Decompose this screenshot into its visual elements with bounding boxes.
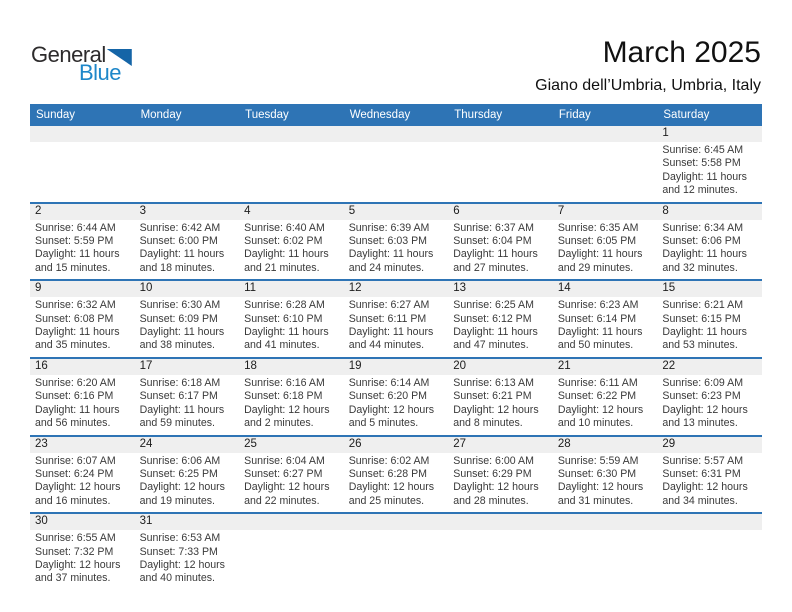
day-details [239, 220, 344, 280]
day-details [657, 530, 762, 536]
sunset-text: Sunset: 6:12 PM [453, 312, 532, 325]
day-number: 29 [657, 437, 762, 453]
weekday-row [30, 104, 762, 126]
day-cell-26 [344, 436, 449, 514]
calendar-body [30, 126, 762, 590]
day-number: 8 [657, 204, 762, 220]
day-cell-25 [239, 436, 344, 514]
sunset-text: Sunset: 7:32 PM [35, 545, 114, 558]
day-details [135, 530, 240, 590]
day-number: 26 [344, 437, 449, 453]
daylight-text-line1: Daylight: 12 hours [662, 481, 748, 494]
day-details [657, 375, 762, 435]
weekday-tuesday: Tuesday [239, 104, 344, 126]
logo-text-general: General [31, 42, 106, 67]
day-details [448, 142, 553, 148]
week-row-4 [30, 358, 762, 436]
day-number: 19 [344, 359, 449, 375]
day-number: 15 [657, 281, 762, 297]
day-cell-7 [553, 203, 658, 281]
day-details [30, 375, 135, 435]
daylight-text-line2: and 18 minutes. [139, 261, 215, 274]
day-number [553, 126, 658, 142]
daylight-text-line1: Daylight: 11 hours [348, 248, 434, 261]
sunset-text: Sunset: 5:58 PM [662, 157, 741, 170]
day-details [239, 530, 344, 536]
day-details [239, 453, 344, 513]
day-details [344, 220, 449, 280]
daylight-text-line1: Daylight: 12 hours [244, 481, 330, 494]
day-details [553, 142, 658, 148]
sunrise-text: Sunrise: 5:59 AM [557, 454, 639, 467]
day-cell-empty [657, 513, 762, 590]
sunset-text: Sunset: 6:24 PM [35, 467, 114, 480]
daylight-text-line1: Daylight: 11 hours [453, 248, 538, 261]
day-cell-empty [448, 513, 553, 590]
sunset-text: Sunset: 6:00 PM [139, 235, 218, 248]
sunrise-text: Sunrise: 5:57 AM [662, 454, 744, 467]
sunrise-text: Sunrise: 6:30 AM [139, 299, 221, 312]
day-number: 9 [30, 281, 135, 297]
daylight-text-line1: Daylight: 12 hours [348, 481, 435, 494]
day-cell-12 [344, 280, 449, 358]
daylight-text-line1: Daylight: 11 hours [557, 248, 643, 261]
sunset-text: Sunset: 6:03 PM [348, 235, 428, 248]
daylight-text-line1: Daylight: 12 hours [139, 558, 225, 571]
daylight-text-line1: Daylight: 12 hours [244, 403, 330, 416]
day-number: 27 [448, 437, 553, 453]
daylight-text-line2: and 13 minutes. [662, 417, 738, 430]
day-cell-empty [239, 126, 344, 203]
day-number: 2 [30, 204, 135, 220]
sunset-text: Sunset: 6:16 PM [35, 390, 114, 403]
sunrise-text: Sunrise: 6:39 AM [348, 221, 430, 234]
day-details [344, 375, 449, 435]
daylight-text-line2: and 2 minutes. [244, 417, 314, 430]
day-details [553, 453, 658, 513]
sunrise-text: Sunrise: 6:28 AM [244, 299, 325, 312]
sunset-text: Sunset: 6:29 PM [453, 467, 532, 480]
daylight-text-line2: and 25 minutes. [348, 494, 425, 507]
day-number: 12 [344, 281, 449, 297]
daylight-text-line1: Daylight: 11 hours [662, 170, 747, 183]
daylight-text-line1: Daylight: 12 hours [35, 558, 121, 571]
week-row-1 [30, 126, 762, 203]
daylight-text-line1: Daylight: 12 hours [453, 403, 539, 416]
day-cell-6 [448, 203, 553, 281]
day-number [448, 514, 553, 530]
day-cell-empty [553, 513, 658, 590]
day-cell-empty [239, 513, 344, 590]
day-cell-8 [657, 203, 762, 281]
day-details [344, 297, 449, 357]
weekday-wednesday: Wednesday [344, 104, 449, 126]
sunset-text: Sunset: 6:30 PM [557, 467, 637, 480]
daylight-text-line1: Daylight: 11 hours [662, 248, 747, 261]
day-details [657, 142, 762, 202]
day-cell-4 [239, 203, 344, 281]
daylight-text-line1: Daylight: 11 hours [662, 326, 747, 339]
weekday-monday: Monday [135, 104, 240, 126]
daylight-text-line1: Daylight: 11 hours [244, 248, 329, 261]
day-number [657, 514, 762, 530]
day-cell-15 [657, 280, 762, 358]
daylight-text-line2: and 53 minutes. [662, 339, 738, 352]
daylight-text-line2: and 8 minutes. [453, 417, 523, 430]
daylight-text-line2: and 22 minutes. [244, 494, 320, 507]
day-details [448, 220, 553, 280]
sunset-text: Sunset: 6:10 PM [244, 312, 323, 325]
sunrise-text: Sunrise: 6:32 AM [35, 299, 116, 312]
day-number: 28 [553, 437, 658, 453]
sunset-text: Sunset: 6:04 PM [453, 235, 532, 248]
day-cell-empty [135, 126, 240, 203]
day-details [448, 297, 553, 357]
weekday-thursday: Thursday [448, 104, 553, 126]
day-cell-19 [344, 358, 449, 436]
day-cell-17 [135, 358, 240, 436]
daylight-text-line2: and 32 minutes. [662, 261, 738, 274]
sunrise-text: Sunrise: 6:42 AM [139, 221, 221, 234]
day-number: 13 [448, 281, 553, 297]
sunset-text: Sunset: 6:25 PM [139, 467, 218, 480]
day-number: 14 [553, 281, 658, 297]
day-number [135, 126, 240, 142]
sunrise-text: Sunrise: 6:16 AM [244, 376, 325, 389]
general-blue-logo [31, 44, 132, 84]
week-row-3 [30, 280, 762, 358]
sunset-text: Sunset: 5:59 PM [35, 235, 114, 248]
sunrise-text: Sunrise: 6:11 AM [557, 376, 638, 389]
sunset-text: Sunset: 6:08 PM [35, 312, 114, 325]
sunset-text: Sunset: 6:02 PM [244, 235, 323, 248]
sunset-text: Sunset: 6:22 PM [557, 390, 637, 403]
day-number: 23 [30, 437, 135, 453]
sunset-text: Sunset: 7:33 PM [139, 545, 218, 558]
day-number: 6 [448, 204, 553, 220]
day-cell-13 [448, 280, 553, 358]
day-details [657, 453, 762, 513]
day-details [135, 220, 240, 280]
day-number: 16 [30, 359, 135, 375]
day-cell-empty [344, 126, 449, 203]
daylight-text-line2: and 10 minutes. [557, 417, 634, 430]
sunrise-text: Sunrise: 6:06 AM [139, 454, 221, 467]
daylight-text-line2: and 19 minutes. [139, 494, 215, 507]
day-cell-16 [30, 358, 135, 436]
day-details [135, 142, 240, 148]
sunset-text: Sunset: 6:20 PM [348, 390, 428, 403]
daylight-text-line1: Daylight: 11 hours [35, 248, 120, 261]
daylight-text-line2: and 47 minutes. [453, 339, 529, 352]
weekday-sunday: Sunday [30, 104, 135, 126]
daylight-text-line2: and 35 minutes. [35, 339, 111, 352]
sunrise-text: Sunrise: 6:20 AM [35, 376, 116, 389]
day-cell-11 [239, 280, 344, 358]
sunset-text: Sunset: 6:23 PM [662, 390, 741, 403]
sunrise-text: Sunrise: 6:09 AM [662, 376, 744, 389]
daylight-text-line1: Daylight: 11 hours [244, 326, 329, 339]
day-details [448, 530, 553, 536]
day-number: 5 [344, 204, 449, 220]
sunrise-text: Sunrise: 6:34 AM [662, 221, 744, 234]
sunrise-text: Sunrise: 6:07 AM [35, 454, 116, 467]
daylight-text-line1: Daylight: 11 hours [35, 403, 120, 416]
sunset-text: Sunset: 6:18 PM [244, 390, 323, 403]
sunset-text: Sunset: 6:06 PM [662, 235, 741, 248]
day-details [344, 453, 449, 513]
sunrise-text: Sunrise: 6:14 AM [348, 376, 430, 389]
sunrise-text: Sunrise: 6:00 AM [453, 454, 534, 467]
sunrise-text: Sunrise: 6:45 AM [662, 144, 744, 156]
day-number [344, 514, 449, 530]
daylight-text-line2: and 27 minutes. [453, 261, 529, 274]
daylight-text-line2: and 50 minutes. [557, 339, 634, 352]
day-number [30, 126, 135, 142]
day-cell-empty [553, 126, 658, 203]
sunset-text: Sunset: 6:05 PM [557, 235, 637, 248]
calendar-table [30, 104, 762, 590]
daylight-text-line2: and 59 minutes. [139, 417, 215, 430]
sunrise-text: Sunrise: 6:18 AM [139, 376, 221, 389]
day-number: 3 [135, 204, 240, 220]
sunrise-text: Sunrise: 6:04 AM [244, 454, 325, 467]
day-number: 21 [553, 359, 658, 375]
location-subtitle: Giano dell’Umbria, Umbria, Italy [535, 77, 761, 94]
day-number: 18 [239, 359, 344, 375]
day-details [30, 220, 135, 280]
sunrise-text: Sunrise: 6:13 AM [453, 376, 534, 389]
daylight-text-line2: and 44 minutes. [348, 339, 425, 352]
day-number: 11 [239, 281, 344, 297]
daylight-text-line2: and 40 minutes. [139, 572, 215, 585]
day-details [135, 297, 240, 357]
daylight-text-line1: Daylight: 11 hours [348, 326, 434, 339]
day-details [239, 142, 344, 148]
daylight-text-line2: and 15 minutes. [35, 261, 111, 274]
daylight-text-line1: Daylight: 11 hours [139, 403, 225, 416]
daylight-text-line1: Daylight: 12 hours [139, 481, 225, 494]
daylight-text-line1: Daylight: 12 hours [35, 481, 121, 494]
sunrise-text: Sunrise: 6:23 AM [557, 299, 639, 312]
day-number: 25 [239, 437, 344, 453]
daylight-text-line1: Daylight: 12 hours [348, 403, 435, 416]
day-number [344, 126, 449, 142]
day-details [239, 375, 344, 435]
sunrise-text: Sunrise: 6:44 AM [35, 221, 116, 234]
day-cell-21 [553, 358, 658, 436]
daylight-text-line1: Daylight: 12 hours [662, 403, 748, 416]
daylight-text-line2: and 24 minutes. [348, 261, 425, 274]
day-number [239, 514, 344, 530]
day-details [448, 453, 553, 513]
day-number [553, 514, 658, 530]
sunset-text: Sunset: 6:14 PM [557, 312, 637, 325]
day-cell-1 [657, 126, 762, 203]
day-number: 24 [135, 437, 240, 453]
sunset-text: Sunset: 6:27 PM [244, 467, 323, 480]
day-cell-31 [135, 513, 240, 590]
daylight-text-line1: Daylight: 11 hours [35, 326, 120, 339]
day-cell-27 [448, 436, 553, 514]
daylight-text-line2: and 28 minutes. [453, 494, 529, 507]
daylight-text-line2: and 5 minutes. [348, 417, 419, 430]
daylight-text-line1: Daylight: 12 hours [453, 481, 539, 494]
sunset-text: Sunset: 6:21 PM [453, 390, 532, 403]
day-cell-28 [553, 436, 658, 514]
day-cell-24 [135, 436, 240, 514]
day-cell-10 [135, 280, 240, 358]
daylight-text-line2: and 31 minutes. [557, 494, 634, 507]
day-number [448, 126, 553, 142]
day-details [344, 142, 449, 148]
day-number: 4 [239, 204, 344, 220]
day-number: 22 [657, 359, 762, 375]
day-cell-18 [239, 358, 344, 436]
day-number: 17 [135, 359, 240, 375]
weekday-saturday: Saturday [657, 104, 762, 126]
calendar-head [30, 104, 762, 126]
sunset-text: Sunset: 6:11 PM [348, 312, 427, 325]
daylight-text-line2: and 21 minutes. [244, 261, 320, 274]
sunset-text: Sunset: 6:28 PM [348, 467, 428, 480]
week-row-5 [30, 436, 762, 514]
daylight-text-line2: and 16 minutes. [35, 494, 111, 507]
daylight-text-line2: and 41 minutes. [244, 339, 320, 352]
day-details [448, 375, 553, 435]
daylight-text-line1: Daylight: 11 hours [139, 248, 225, 261]
sunset-text: Sunset: 6:09 PM [139, 312, 218, 325]
day-details [344, 530, 449, 536]
daylight-text-line1: Daylight: 12 hours [557, 481, 644, 494]
day-number [239, 126, 344, 142]
day-details [553, 375, 658, 435]
sunrise-text: Sunrise: 6:37 AM [453, 221, 534, 234]
day-cell-22 [657, 358, 762, 436]
day-number: 7 [553, 204, 658, 220]
day-details [553, 530, 658, 536]
day-cell-14 [553, 280, 658, 358]
day-number: 30 [30, 514, 135, 530]
week-row-6 [30, 513, 762, 590]
day-cell-29 [657, 436, 762, 514]
day-cell-5 [344, 203, 449, 281]
day-details [657, 297, 762, 357]
day-cell-3 [135, 203, 240, 281]
daylight-text-line2: and 56 minutes. [35, 417, 111, 430]
daylight-text-line1: Daylight: 12 hours [557, 403, 644, 416]
sunset-text: Sunset: 6:15 PM [662, 312, 741, 325]
daylight-text-line2: and 29 minutes. [557, 261, 634, 274]
day-cell-30 [30, 513, 135, 590]
day-details [30, 142, 135, 148]
day-details [553, 297, 658, 357]
daylight-text-line2: and 37 minutes. [35, 572, 111, 585]
page-title: March 2025 [602, 36, 761, 69]
day-details [30, 297, 135, 357]
day-details [657, 220, 762, 280]
sunrise-text: Sunrise: 6:21 AM [662, 299, 744, 312]
sunrise-text: Sunrise: 6:55 AM [35, 532, 116, 545]
sunrise-text: Sunrise: 6:02 AM [348, 454, 430, 467]
day-details [553, 220, 658, 280]
sunrise-text: Sunrise: 6:25 AM [453, 299, 534, 312]
sunrise-text: Sunrise: 6:35 AM [557, 221, 639, 234]
sunrise-text: Sunrise: 6:53 AM [139, 532, 221, 545]
day-cell-9 [30, 280, 135, 358]
day-number: 10 [135, 281, 240, 297]
day-cell-20 [448, 358, 553, 436]
day-details [239, 297, 344, 357]
sunrise-text: Sunrise: 6:40 AM [244, 221, 325, 234]
day-cell-empty [448, 126, 553, 203]
weekday-friday: Friday [553, 104, 658, 126]
day-number: 31 [135, 514, 240, 530]
week-row-2 [30, 203, 762, 281]
day-cell-empty [344, 513, 449, 590]
daylight-text-line1: Daylight: 11 hours [453, 326, 538, 339]
day-number: 20 [448, 359, 553, 375]
day-cell-empty [30, 126, 135, 203]
day-details [30, 453, 135, 513]
sunset-text: Sunset: 6:17 PM [139, 390, 218, 403]
daylight-text-line1: Daylight: 11 hours [139, 326, 225, 339]
day-details [135, 453, 240, 513]
daylight-text-line2: and 34 minutes. [662, 494, 738, 507]
day-number: 1 [657, 126, 762, 142]
day-details [135, 375, 240, 435]
daylight-text-line2: and 12 minutes. [662, 184, 738, 197]
daylight-text-line1: Daylight: 11 hours [557, 326, 643, 339]
sunrise-text: Sunrise: 6:27 AM [348, 299, 430, 312]
day-details [30, 530, 135, 590]
day-cell-23 [30, 436, 135, 514]
daylight-text-line2: and 38 minutes. [139, 339, 215, 352]
sunset-text: Sunset: 6:31 PM [662, 467, 741, 480]
logo-text-blue: Blue [79, 60, 122, 85]
day-cell-2 [30, 203, 135, 281]
